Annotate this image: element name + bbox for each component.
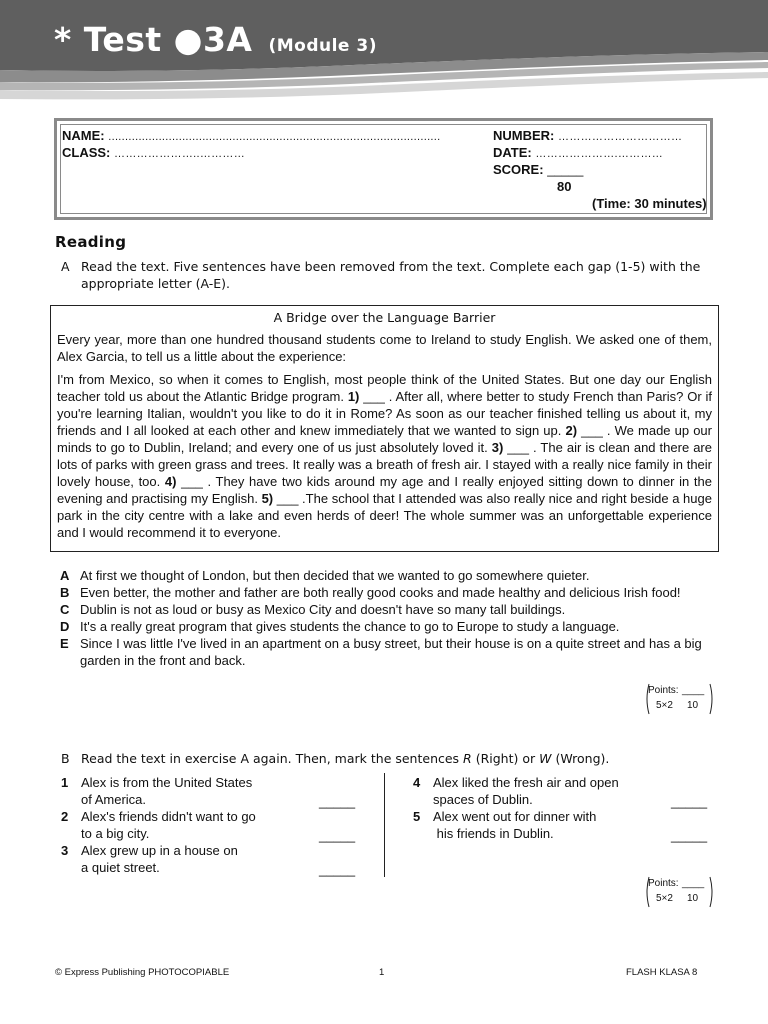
exercise-b-letter: B bbox=[61, 751, 70, 766]
instruction-part: Read the text in exercise A again. Then, mark the sentences bbox=[81, 751, 464, 766]
points-formula-b: 5×2 bbox=[656, 893, 673, 904]
exercise-a-instruction bbox=[61, 258, 711, 292]
footer-copyright: © Express Publishing PHOTOCOPIABLE bbox=[55, 967, 230, 978]
answer-blank-5[interactable]: _____ bbox=[671, 828, 708, 843]
points-max-a: 10 bbox=[687, 700, 699, 711]
instruction-wrong-letter: W bbox=[539, 751, 552, 766]
passage-text: ___ . After all, where better to study French than Paris? Or if you're learning Italian, wouldn't you like to do it in Rome? As soon as our teacher finished telling us about it, my friends and I all looked at each other and knew immediately that we wanted to sign up. bbox=[57, 389, 712, 438]
passage-body bbox=[57, 371, 712, 541]
option-text: It's a really great program that gives students the chance to go to Europe to study a language. bbox=[80, 619, 620, 634]
option-a bbox=[60, 567, 720, 584]
statement-number: 1 bbox=[61, 775, 69, 790]
points-label-a: Points: bbox=[648, 685, 679, 696]
name-dots[interactable]: ................................................................................................... bbox=[108, 131, 441, 143]
statement-line-2: his friends in Dublin. bbox=[433, 826, 554, 841]
exercise-a-letter: A bbox=[61, 259, 70, 274]
option-b bbox=[60, 584, 720, 601]
option-letter: B bbox=[60, 585, 70, 600]
statement-4 bbox=[413, 774, 673, 808]
exercise-b-instruction bbox=[61, 750, 711, 767]
answer-blank-3[interactable]: _____ bbox=[319, 862, 356, 877]
option-c bbox=[60, 601, 720, 618]
class-dots[interactable]: …………………..………… bbox=[114, 148, 246, 160]
number-field[interactable] bbox=[493, 128, 682, 143]
name-field[interactable] bbox=[62, 128, 441, 143]
gap-number: 3) bbox=[491, 440, 504, 455]
passage-text: ___ .The school that I attended was also really nice and right beside a huge park in the city centre with a lake and even herds of deer! The whole summer was an unforgettable experience and I would recommend it to everyone. bbox=[57, 491, 712, 540]
points-blank-a[interactable]: ____ bbox=[682, 685, 705, 696]
option-text: At first we thought of London, but then decided that we wanted to go somewhere quieter. bbox=[80, 568, 590, 583]
section-title-reading: Reading bbox=[55, 233, 127, 251]
statement-line-2: of America. bbox=[81, 792, 147, 807]
statement-line-1: Alex is from the United States bbox=[81, 775, 253, 790]
answer-blank-2[interactable]: _____ bbox=[319, 828, 356, 843]
statement-number: 3 bbox=[61, 843, 69, 858]
option-text: Even better, the mother and father are both really good cooks and made healthy and delicious Irish food! bbox=[80, 585, 681, 600]
exercise-b-instruction-text bbox=[81, 750, 711, 767]
statement-1 bbox=[61, 774, 321, 808]
module-label: (Module 3) bbox=[268, 36, 377, 56]
date-field[interactable] bbox=[493, 145, 663, 160]
option-d bbox=[60, 618, 720, 635]
gap-number: 2) bbox=[565, 423, 578, 438]
statement-line-2: spaces of Dublin. bbox=[433, 792, 533, 807]
reading-passage-box bbox=[50, 305, 719, 552]
passage-text: I'm from Mexico, so when it comes to English, most people think of the United States. But one day our English teacher told us about the Atlantic Bridge program. bbox=[57, 372, 712, 404]
instruction-right-letter: R bbox=[463, 751, 472, 766]
answer-blank-1[interactable]: _____ bbox=[319, 794, 356, 809]
statement-number: 5 bbox=[413, 809, 421, 824]
statement-line-1: Alex's friends didn't want to go bbox=[81, 809, 256, 824]
footer-page-number: 1 bbox=[379, 967, 385, 978]
statement-number: 2 bbox=[61, 809, 69, 824]
points-blank-b[interactable]: ____ bbox=[682, 878, 705, 889]
points-label-b: Points: bbox=[648, 878, 679, 889]
score-field[interactable] bbox=[493, 162, 583, 177]
name-label: NAME: bbox=[62, 128, 105, 143]
test-title bbox=[54, 20, 377, 59]
statement-number: 4 bbox=[413, 775, 421, 790]
option-letter: C bbox=[60, 602, 70, 617]
option-letter: D bbox=[60, 619, 70, 634]
passage-intro: Every year, more than one hundred thousand students come to Ireland to study English. We asked one of them, Alex Garcia, to tell us a little about the experience: bbox=[57, 332, 712, 364]
passage-text: ___ . They have two kids around my age and I really enjoyed sitting down to dinner in the evening and practising my English. bbox=[57, 474, 712, 506]
option-text: Dublin is not as loud or busy as Mexico City and doesn't have so many tall buildings. bbox=[80, 602, 566, 617]
option-letter: A bbox=[60, 568, 70, 583]
option-text: Since I was little I've lived in an apartment on a busy street, but their house is on a quite street and has a big garden in the front and back. bbox=[80, 636, 702, 668]
points-box-b bbox=[644, 875, 716, 909]
instruction-part: (Wrong). bbox=[551, 751, 610, 766]
time-limit: (Time: 30 minutes) bbox=[592, 196, 707, 211]
statement-5 bbox=[413, 808, 673, 842]
date-dots[interactable]: ………………….………… bbox=[535, 148, 664, 160]
instruction-part: (Right) or bbox=[471, 751, 540, 766]
statement-line-1: Alex liked the fresh air and open bbox=[433, 775, 619, 790]
score-total: 80 bbox=[557, 179, 572, 194]
statement-line-1: Alex went out for dinner with bbox=[433, 809, 597, 824]
exercise-a-instruction-text: Read the text. Five sentences have been removed from the text. Complete each gap (1-5) with the appropriate letter (A-E). bbox=[81, 259, 701, 291]
gap-number: 4) bbox=[164, 474, 177, 489]
points-max-b: 10 bbox=[687, 893, 699, 904]
passage-title: A Bridge over the Language Barrier bbox=[273, 310, 496, 325]
test-title-text: * Test ●3A bbox=[54, 20, 253, 59]
class-label: CLASS: bbox=[62, 145, 111, 160]
number-label: NUMBER: bbox=[493, 128, 555, 143]
gap-number: 5) bbox=[261, 491, 274, 506]
header-banner bbox=[0, 0, 768, 110]
statement-3 bbox=[61, 842, 321, 876]
statement-line-2: a quiet street. bbox=[81, 860, 160, 875]
score-label: SCORE: bbox=[493, 162, 544, 177]
points-formula-a: 5×2 bbox=[656, 700, 673, 711]
answer-blank-4[interactable]: _____ bbox=[671, 794, 708, 809]
date-label: DATE: bbox=[493, 145, 532, 160]
class-field[interactable] bbox=[62, 145, 245, 160]
statement-2 bbox=[61, 808, 321, 842]
footer-course: FLASH KLASA 8 bbox=[626, 967, 698, 978]
gap-number: 1) bbox=[347, 389, 360, 404]
option-letter: E bbox=[60, 636, 69, 651]
option-e bbox=[60, 635, 720, 669]
column-divider bbox=[384, 773, 385, 877]
passage-text: ___ . We made up our minds to go to Dublin, Ireland; and every one of us just absolutely loved it. bbox=[57, 423, 712, 455]
statement-line-2: to a big city. bbox=[81, 826, 150, 841]
score-blank[interactable]: _____ bbox=[547, 162, 584, 177]
number-dots[interactable]: …………………………… bbox=[558, 131, 683, 143]
statement-line-1: Alex grew up in a house on bbox=[81, 843, 238, 858]
points-box-a bbox=[644, 682, 716, 716]
passage-text: ___ . The air is clean and there are lots of parks with green grass and trees. It really was a breath of fresh air. I stayed with a really nice family in their lovely house, too. bbox=[57, 440, 712, 489]
